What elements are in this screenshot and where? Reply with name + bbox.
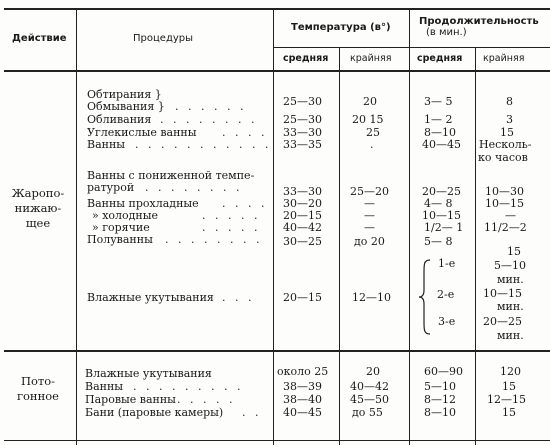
procedure-name: » горячие xyxy=(92,221,150,234)
temp-ext-cell: до 55 xyxy=(352,406,383,419)
leader-dots: . . . xyxy=(222,291,255,304)
dur-avg-cell: 1— 2 xyxy=(424,113,453,126)
dur-avg-cell: 8—12 xyxy=(424,393,456,406)
col-divider-procedures xyxy=(273,8,274,445)
temp-avg-cell: 38—40 xyxy=(283,393,322,406)
procedure-name: Бани (паровые камеры) xyxy=(85,406,224,419)
dur-avg-cell: 40—45 xyxy=(422,138,461,151)
temp-avg-cell: 33—30 xyxy=(283,126,322,139)
dur-avg-cell: 60—90 xyxy=(424,365,463,378)
dur-avg-cell: 8—10 xyxy=(424,126,456,139)
group2-action-label xyxy=(6,374,70,404)
temp-avg-cell: 40—45 xyxy=(283,406,322,419)
subheader-dur-avg: средняя xyxy=(417,53,463,64)
dur-ext-cell: 3 xyxy=(506,113,513,126)
stage-ext-value: 5—10 xyxy=(494,259,526,272)
temp-ext-cell: 25 xyxy=(366,126,380,139)
dur-avg-cell: 1/2— 1 xyxy=(424,221,464,234)
dur-ext-cell: 120 xyxy=(500,365,521,378)
temp-ext-cell: — xyxy=(364,209,375,222)
temp-ext-cell: — xyxy=(364,197,375,210)
group2-action-line: гонное xyxy=(16,389,59,403)
stage-label: 3-е xyxy=(438,315,456,328)
col-divider-temp-dur xyxy=(409,8,410,445)
procedure-name: Влажные укутывания xyxy=(85,367,212,380)
procedure-name: ратурой xyxy=(87,181,135,194)
header-temperature: Температура (в°) xyxy=(291,22,391,33)
temp-avg-cell: около 25 xyxy=(277,365,329,378)
temp-ext-cell: — xyxy=(364,221,375,234)
dur-avg-cell: 20—25 xyxy=(422,185,461,198)
dur-ext-cell: Несколь- xyxy=(479,138,532,151)
temp-avg-cell: 30—25 xyxy=(283,235,322,248)
temp-avg-cell: 33—35 xyxy=(283,138,322,151)
temp-ext-cell: 20 xyxy=(366,365,380,378)
header-bottom-rule xyxy=(4,70,550,72)
temp-avg-cell: 25—30 xyxy=(283,113,322,126)
header-action: Действие xyxy=(12,33,67,44)
dur-avg-cell: 5— 8 xyxy=(424,235,453,248)
temp-avg-cell: 38—39 xyxy=(283,380,322,393)
leader-dots: . . . . . xyxy=(202,209,261,222)
dur-ext-cell: 12—15 xyxy=(487,393,526,406)
temp-ext-cell: 45—50 xyxy=(350,393,389,406)
dur-avg-cell: 10—15 xyxy=(422,209,461,222)
group1-action-label xyxy=(6,186,70,231)
col-divider-dur-mid xyxy=(475,47,476,445)
procedure-name: Влажные укутывания xyxy=(87,291,214,304)
dur-avg-cell: 3— 5 xyxy=(424,95,453,108)
leader-dots: . . . . . . . . xyxy=(165,233,263,246)
group2-action-line: Пото- xyxy=(20,374,56,388)
col-divider-temp-mid xyxy=(339,47,340,445)
stage-ext-unit: мин. xyxy=(497,329,524,342)
header-procedures: Процедуры xyxy=(133,33,194,44)
subheader-temp-ext: крайняя xyxy=(350,53,392,64)
group1-action-line: щее xyxy=(25,216,51,230)
temp-avg-cell: 20—15 xyxy=(283,291,322,304)
temp-ext-cell: . xyxy=(370,138,374,151)
dur-ext-cell: 10—30 xyxy=(485,185,524,198)
temp-ext-cell: 12—10 xyxy=(352,291,391,304)
temp-avg-cell: 33—30 xyxy=(283,185,322,198)
leader-dots: . . . . xyxy=(222,197,268,210)
temp-avg-cell: 20—15 xyxy=(283,209,322,222)
temp-avg-cell: 25—30 xyxy=(283,95,322,108)
dur-ext-cell: 15 xyxy=(507,245,521,258)
subheader-rule xyxy=(273,47,550,48)
procedure-name: Полуванны xyxy=(87,233,153,246)
leader-dots: . . xyxy=(242,406,262,419)
brace-icon xyxy=(418,258,432,336)
stage-ext-unit: мин. xyxy=(497,273,524,286)
stage-label: 2-е xyxy=(437,288,455,301)
procedure-name: » холодные xyxy=(92,209,159,222)
col-divider-action xyxy=(76,8,77,445)
group-divider-rule xyxy=(4,350,550,352)
temp-ext-cell: до 20 xyxy=(354,235,385,248)
temp-ext-cell: 40—42 xyxy=(350,380,389,393)
procedure-name: Ванны xyxy=(85,380,124,393)
leader-dots: . . . . . xyxy=(177,393,236,406)
dur-avg-cell: 8—10 xyxy=(424,406,456,419)
subheader-dur-ext: крайняя xyxy=(483,53,525,64)
temp-avg-cell: 30—20 xyxy=(283,197,322,210)
dur-ext-cell: 10—15 xyxy=(485,197,524,210)
procedure-name: Обмывания } xyxy=(87,100,165,113)
dur-ext-cell: 15 xyxy=(500,126,514,139)
dur-ext-cell: — xyxy=(505,209,516,222)
dur-ext-cell: 8 xyxy=(506,95,513,108)
temp-ext-cell: 20 xyxy=(363,95,377,108)
dur-ext-cell: 11/2—2 xyxy=(484,221,527,234)
leader-dots: . . . . . . . . xyxy=(145,181,243,194)
group1-action-line: нижаю- xyxy=(14,201,62,215)
dur-avg-cell: 5—10 xyxy=(424,380,456,393)
header-duration-line2: (в мин.) xyxy=(426,27,467,38)
temp-avg-cell: 40—42 xyxy=(283,221,322,234)
procedure-name: Обтирания } xyxy=(87,88,162,101)
leader-dots: . . . . . . xyxy=(175,100,247,113)
dur-ext-cell: ко часов xyxy=(478,151,528,164)
dur-ext-cell: 15 xyxy=(502,380,516,393)
procedure-name: Ванны с пониженной темпе- xyxy=(87,169,255,182)
group1-action-line: Жаропо- xyxy=(11,186,65,200)
subheader-temp-avg: средняя xyxy=(283,53,329,64)
leader-dots: . . . . . xyxy=(202,221,261,234)
header-duration-line1: Продолжительность xyxy=(419,16,539,27)
leader-dots: . . . . . . . . . xyxy=(133,380,244,393)
leader-dots: . . . . xyxy=(222,126,268,139)
procedure-name: Обливания xyxy=(87,113,152,126)
temp-ext-cell: 25—20 xyxy=(350,185,389,198)
stage-label: 1-е xyxy=(438,257,456,270)
procedure-name: Углекислые ванны xyxy=(87,126,197,139)
stage-ext-value: 20—25 xyxy=(483,315,522,328)
stage-ext-value: 10—15 xyxy=(483,287,522,300)
top-rule xyxy=(4,8,550,10)
procedure-name: Ванны прохладные xyxy=(87,197,199,210)
dur-avg-cell: 4— 8 xyxy=(424,197,453,210)
procedure-name: Паровые ванны xyxy=(85,393,176,406)
leader-dots: . . . . . . . . xyxy=(160,113,258,126)
procedure-name: Ванны xyxy=(87,138,126,151)
temp-ext-cell: 20 15 xyxy=(352,113,384,126)
stage-ext-unit: мин. xyxy=(497,300,524,313)
leader-dots: . . . . . . . . . . . xyxy=(135,138,272,151)
dur-ext-cell: 15 xyxy=(502,406,516,419)
bottom-rule xyxy=(4,440,550,441)
